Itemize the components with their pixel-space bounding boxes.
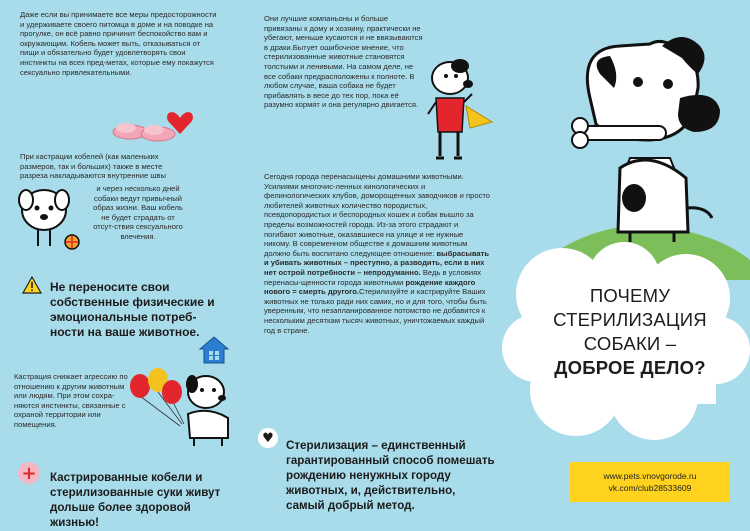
dog-with-ball-illustration — [18, 186, 90, 258]
col1-paragraph-2b: и через несколько дней собаки ведут привычный образ жизни. Ваш кобель не будет страдать от отсут-ствия сексуального влечения. — [93, 184, 183, 241]
title-line-3: СОБАКИ – — [583, 333, 677, 354]
plus-heading: Кастрированные кобели и стерилизованные суки живут дольше более здоровой жизнью! — [50, 470, 221, 529]
contacts-box — [570, 462, 730, 502]
dog-with-balloons-illustration — [128, 366, 240, 450]
house-icon — [198, 334, 230, 366]
col2-paragraph-2-start: Сегодня города перенасыщены домашними животными. Усилиями многочис-ленных кинологических и фелинологических клубов, доморощенных заводчиков и просто любителей животных количество породистых, псевдопородистых и беспородных кошек и собак вышло за пределы возможностей города. Из-за этого страдают и погибают животные, оказавшиеся на улице и не нужные никому. В современном обществе к домашним животным должно быть воспитано следующее отношение: — [264, 172, 491, 258]
right-panel — [500, 0, 750, 531]
website-link[interactable]: www.pets.vnovgorode.ru — [603, 471, 697, 481]
brochure-title — [530, 284, 730, 380]
middle-panel — [250, 0, 500, 531]
plus-icon: + — [18, 462, 40, 484]
heart-icon: ♥ — [258, 428, 278, 448]
warning-heading: Не переносите свои собственные физические и эмоциональные потреб-ности на ваше животное. — [50, 280, 215, 339]
col2-paragraph-2 — [264, 172, 490, 335]
title-line-1: ПОЧЕМУ — [589, 285, 671, 306]
col2-paragraph-1: Они лучшие компаньоны и больше привязаны к дому и хозяину, практически не убегают, меньше кусаются и не ввязываются в драки.Бытует ошибочное мнение, что стерилизованные животные становятся толстыми и ленивыми. На самом деле, не все собаки предрасположены к полноте. В любом случае, ваша собака не будет прибавлять в весе до тех пор, пока её разумно кормят и она регулярно двигается. — [264, 14, 423, 110]
superhero-dog-illustration — [426, 54, 496, 166]
title-line-2: СТЕРИЛИЗАЦИЯ — [553, 309, 707, 330]
heart-heading: Стерилизация – единственный гарантированный способ помешать рождению ненужных городу животных, и, действительно, самый добрый метод. — [286, 438, 495, 512]
big-dog-with-bone-illustration — [570, 28, 740, 242]
vk-link[interactable]: vk.com/club28533609 — [608, 483, 692, 493]
col2-paragraph-2-bold1: выбрасывать и убивать животных – преступно, а разводить, если в них нет острой потребности – непродуманно. — [264, 248, 490, 277]
slippers-icon — [110, 104, 200, 144]
col2-paragraph-2-end: Стерилизуйте и кастрируйте Ваших животных не только ради них самих, но и для того, чтобы быть уверенным, что незапланированное потомство не добавится к нескольким десяткам тысяч животных, уничтожаемых каждый год в стране. — [264, 287, 487, 335]
left-panel — [0, 0, 250, 531]
col1-paragraph-3: Кастрация снижает агрессию по отношению к другим животным или людям. При этом сохра-няются инстинкты, связанные с охраной территории или помещения. — [14, 372, 128, 429]
col2-paragraph-2-mid: Ведь в условиях перенасы-щенности города животными — [264, 267, 482, 287]
warning-icon — [22, 276, 42, 294]
title-line-4: ДОБРОЕ ДЕЛО? — [554, 357, 706, 378]
col1-paragraph-2a: При кастрации кобелей (как маленьких размеров, так и больших) также в месте разреза накладываются внутренние швы — [20, 152, 166, 181]
col2-paragraph-2-bold2: рождение каждого нового = смерть другого. — [264, 277, 476, 297]
col1-paragraph-1: Даже если вы принимаете все меры предосторожности и удерживаете своего питомца в доме и на поводке на прогулке, он всё равно причинит беспокойство вам и окружающим. Кобель может выть, отказываться от пищи и обязательно будет удовлетворять свои инстинкты на всех пред-метах, которые ему покажутся сексуально привлекательными. — [20, 10, 217, 77]
